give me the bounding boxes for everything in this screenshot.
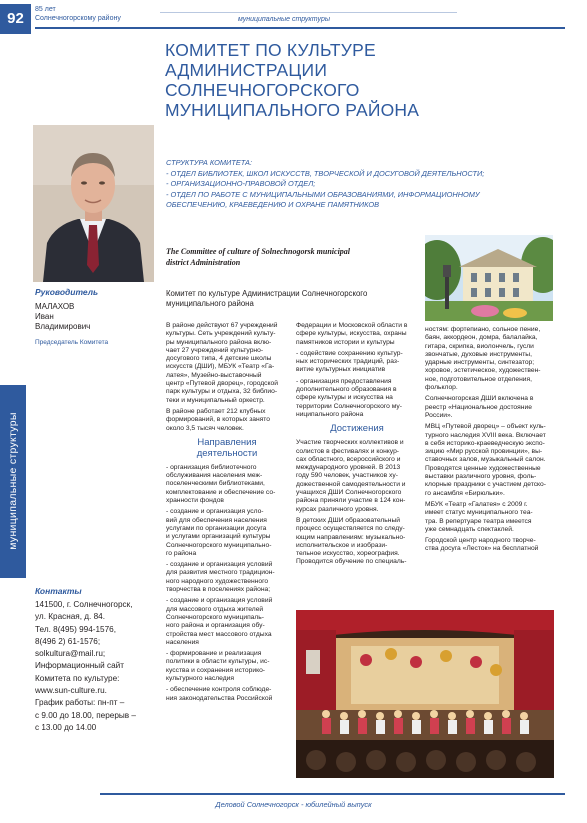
paragraph: - создание и организация условий для развития местного традицион- ного народного художественного творчества в поселениях района; (166, 561, 275, 594)
contact-website[interactable]: www.sun-culture.ru. (35, 686, 107, 696)
paragraph: МБУК «Театр «Галатея» с 2009 г. имеет статус муниципального теа- тра. В репертуаре театра имеется уже семнадцать спектаклей. (425, 500, 533, 533)
paragraph: - организация предоставления дополнительного образования в сфере культуры и искусства на территории Солнечногорского му- ниципального района (296, 377, 402, 418)
paragraph: - формирование и реализация политики в области культуры, ис- кусства и сохранения историко- культурного наследия (166, 650, 270, 682)
paragraph: Участие творческих коллективов и солистов в фестивалях и конкур- сах областного, всероссийского и международного уровней. В 2013 году 590 человек, участников ху- дожественной самодеятельности и учащихся ДШИ Солнечногорского района приняли участие в 124 кон- курсах различного уровня. (296, 439, 406, 513)
header-divider (35, 27, 565, 29)
anniversary-years: 85 лет (35, 6, 56, 13)
director-portrait (33, 125, 154, 282)
anniversary-subtitle: Солнечногорскому району (35, 15, 121, 22)
structure-heading: СТРУКТУРА КОМИТЕТА: (166, 158, 253, 167)
concert-photo (296, 610, 554, 778)
paragraph: В детских ДШИ образовательный процесс осуществляется по следу- ющим направлениям: музыкально- исполнительское и изобрази- тельное искусство, хореография. Проводится обучение по специаль- (296, 516, 407, 566)
director-name (35, 302, 147, 332)
paragraph: - содействие сохранению культур- ных исторических традиций, раз- витие культурных инициатив (296, 349, 403, 374)
director-label: Руководитель (35, 287, 99, 297)
intro-line: Комитет по культуре Администрации Солнечногорского (166, 289, 368, 298)
contacts-label: Контакты (35, 586, 82, 596)
palace-photo (425, 235, 553, 321)
title-line: АДМИНИСТРАЦИИ (165, 60, 328, 80)
paragraph: В районе работает 212 клубных формирований, в которых занято около 3,5 тысяч человек. (166, 407, 271, 432)
intro-text (166, 289, 416, 309)
structure-item: - ОРГАНИЗАЦИОННО-ПРАВОВОЙ ОТДЕЛ; (166, 179, 316, 189)
paragraph: - обеспечение контроля соблюде- ния законодательства Российской (166, 686, 273, 702)
footer-text: Деловой Солнечногорск - юбилейный выпуск (215, 800, 372, 809)
contact-line: 141500, г. Солнечногорск, (35, 600, 133, 609)
contact-line: Тел. 8(495) 994-1576, (35, 624, 116, 634)
text-column-3 (425, 326, 555, 557)
paragraph: - создание и организация условий для массового отдыха жителей Солнечногорского муниципаль- ного района и организация обу- стройства мест массового отдыха населения (166, 597, 273, 646)
section-heading-directions: Направления деятельности (196, 436, 258, 459)
paragraph: Городской центр народного творче- ства досуга «Лесток» на бесплатной (425, 537, 539, 553)
structure-item: ОБЕСПЕЧЕНИЮ, КРАЕВЕДЕНИЮ И ОХРАНЕ ПАМЯТНИКОВ (166, 200, 380, 210)
text-column-2 (296, 322, 418, 570)
page-number: 92 (0, 4, 31, 34)
text-column-1 (166, 322, 288, 706)
director-post: Председатель Комитета (35, 339, 109, 346)
contact-line: График работы: пн-пт – (35, 698, 125, 708)
footer-divider (100, 793, 565, 795)
english-title (166, 246, 406, 268)
structure-item: - ОТДЕЛ ПО РАБОТЕ С МУНИЦИПАЛЬНЫМИ ОБРАЗОВАНИЯМИ, ИНФОРМАЦИОННОМУ (166, 189, 480, 199)
structure-item: - ОТДЕЛ БИБЛИОТЕК, ШКОЛ ИСКУССТВ, ТВОРЧЕСКОЙ И ДОСУГОВОЙ ДЕЯТЕЛЬНОСТИ; (166, 168, 485, 178)
side-tab-label: муниципальные структуры (7, 412, 19, 550)
section-label: муниципальные структуры (238, 16, 331, 23)
title-line: КОМИТЕТ ПО КУЛЬТУРЕ (165, 40, 376, 60)
header-rule (160, 12, 457, 13)
director-patronymic: Владимирович (35, 322, 91, 331)
contact-line: Комитета по культуре: (35, 673, 120, 683)
section-heading-achievements: Достижения (330, 423, 384, 435)
anniversary-label (35, 5, 121, 23)
contact-line: 8(496 2) 61-1576; (35, 636, 101, 646)
intro-line: муниципального района (166, 299, 254, 308)
director-surname: МАЛАХОВ (35, 302, 75, 311)
title-line: СОЛНЕЧНОГОРСКОГО (165, 80, 360, 100)
paragraph: - организация библиотечного обслуживания населения меж- поселенческими библиотеками, комплектование и обеспечение со- хранности фондов (166, 463, 276, 505)
contact-email[interactable]: solkultura@mail.ru; (35, 649, 106, 659)
contact-line: с 13.00 до 14.00 (35, 722, 97, 732)
paragraph: МВЦ «Путевой дворец» – объект куль- турного наследия XVIII века. Включает в себя историко-краеведческую экспо- зицию «Мир русской провинции», вы- ставочных залов, музыкальный салон. Проводятся ценные художественные выставки различного уровня, фоль- клорные праздники с участием детско- го ансамбля «Бирюльки». (425, 423, 546, 497)
contact-line: Информационный сайт (35, 661, 124, 671)
english-title-line: district Administration (166, 258, 241, 267)
english-title-line: The Committee of culture of Solnechnogorsk municipal (166, 247, 351, 256)
paragraph: Солнечногорская ДШИ включена в реестр «Национальное достояние России». (425, 395, 534, 419)
director-block (35, 287, 147, 346)
title-line: МУНИЦИПАЛЬНОГО РАЙОНА (165, 100, 420, 120)
paragraph: Федерации и Московской области в сфере культуры, искусства, охраны памятников истории и культуры (296, 322, 408, 346)
page-title (165, 40, 465, 120)
paragraph: - создание и организация усло- вий для обеспечения населения услугами по организации досуга и услугами организаций культуры Солнечногорского муниципально- го района (166, 508, 272, 557)
director-firstname: Иван (35, 312, 54, 321)
contacts-block (35, 586, 147, 734)
paragraph: ностям: фортепиано, сольное пение, баян, аккордеон, домра, балалайка, гитара, скрипка, виолончель, гусли звончатые, духовые инструменты, ударные инструменты, синтезатор; хоровое, эстетическое, художествен- ное, подготовительное отделения, фольклор. (425, 326, 541, 392)
contact-line: с 9.00 до 18.00, перерыв – (35, 710, 136, 720)
contact-line: ул. Красная, д. 84. (35, 612, 105, 622)
committee-structure (166, 158, 566, 211)
paragraph: В районе действуют 67 учреждений культуры. Сеть учреждений культу- ры муниципального района вклю- чает 27 учреждений культурно- досугового типа, 4 детские школы искусств (ДШИ), МБУК «Театр «Га- латея», Музейно-выставочный центр «Путевой дворец», городской парк культуры и отдыха, 32 библио- теки и муниципальный оркестр. (166, 322, 278, 404)
